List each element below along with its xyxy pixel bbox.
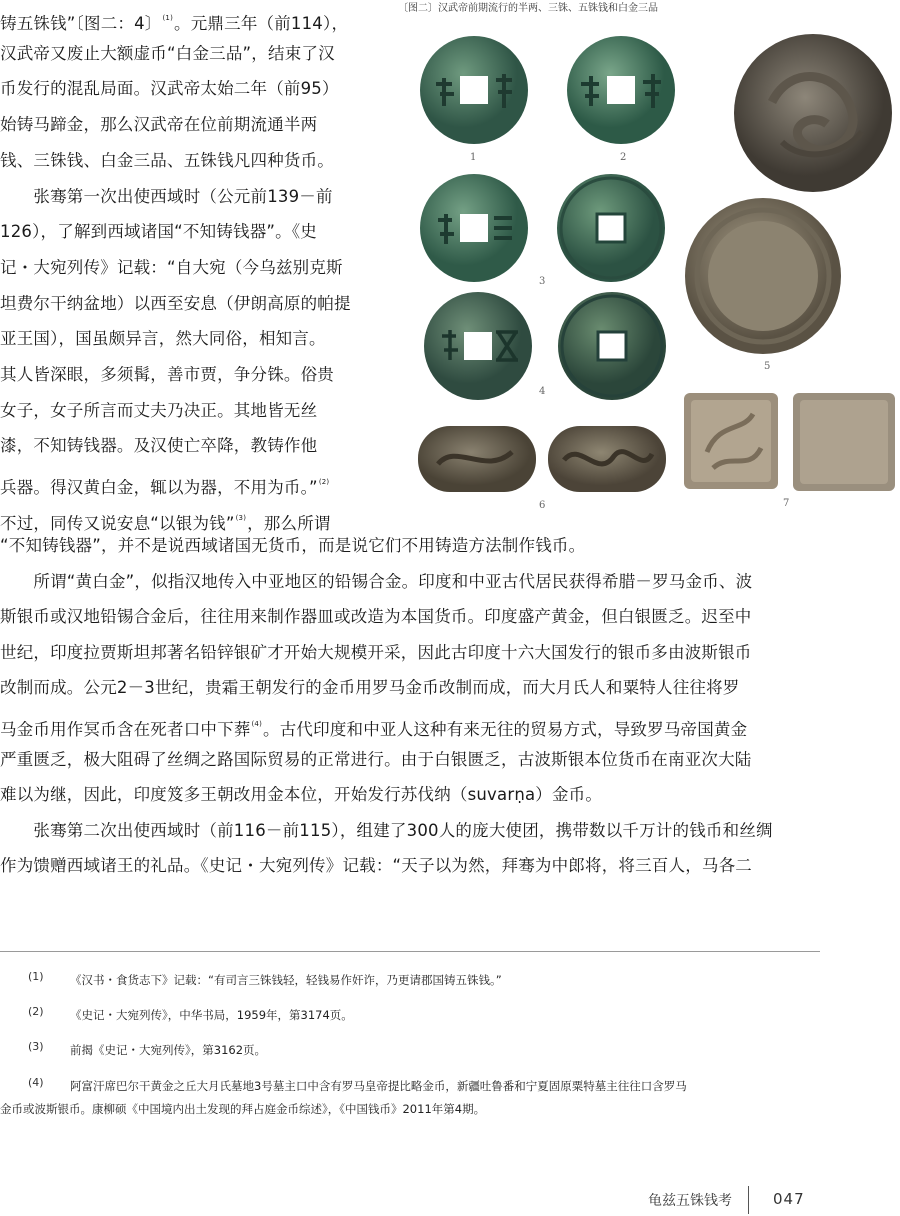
page-number: 047 — [773, 1190, 805, 1208]
coin-7-square-b — [792, 392, 896, 492]
text-segment: 兵器。得汉黄白金，辄以为器，不用为币。” — [0, 478, 318, 498]
text-line — [0, 605, 752, 629]
text-segment: 张骞第一次出使西域时（公元前139－前 — [0, 186, 333, 206]
text-line — [0, 534, 585, 558]
text-line — [0, 399, 317, 423]
figure-number-6: 6 — [539, 500, 546, 511]
footnote-ref[interactable]: (1) — [162, 14, 174, 22]
footnote-ref[interactable]: (2) — [318, 478, 330, 487]
text-line — [0, 42, 335, 66]
figure-caption: 〔图二〕汉武帝前期流行的半两、三铢、五铢钱和白金三品 — [398, 3, 658, 14]
coin-6-oval-b — [546, 424, 668, 494]
text-segment: 斯银币或汉地铅锡合金后，往往用来制作器皿或改造为本国货币。印度盛产黄金，但白银匮乏。迟至中 — [0, 607, 752, 627]
text-line — [0, 185, 333, 209]
text-line — [0, 783, 602, 807]
coin-4-wuzhu-reverse — [556, 290, 668, 402]
coin-3-sanzhu — [418, 172, 530, 284]
coin-4-wuzhu — [422, 290, 534, 402]
coin-2-banliang — [565, 34, 677, 146]
coin-5-baijin-dragon — [732, 32, 894, 194]
text-line — [0, 470, 330, 500]
text-line — [0, 434, 317, 458]
footer-divider — [748, 1186, 749, 1214]
footnote-ref[interactable]: (4) — [251, 720, 263, 728]
coin-7-square-a — [683, 392, 779, 490]
text-segment: 不过，同传又说安息“以银为钱” — [0, 513, 235, 533]
text-line — [0, 506, 331, 536]
text-segment: 汉武帝又废止大额虚币“白金三品”，结束了汉 — [0, 43, 335, 63]
text-line — [0, 854, 752, 878]
text-segment: 作为馈赠西域诸王的礼品。《史记・大宛列传》记载：“天子以为然，拜骞为中郎将，将三百人，马各二 — [0, 856, 752, 876]
text-segment: 马金币用作冥币含在死者口中下葬 — [0, 720, 251, 739]
running-footer-title: 龟兹五铢钱考 — [648, 1193, 732, 1209]
text-segment: “不知铸钱器”，并不是说西域诸国无货币，而是说它们不用铸造方法制作钱币。 — [0, 536, 586, 555]
text-segment: 亚王国），国虽颇异言，然大同俗，相知言。 — [0, 329, 326, 349]
figure-number-5: 5 — [764, 361, 771, 372]
text-line — [0, 363, 334, 387]
coin-3-sanzhu-reverse — [555, 172, 667, 284]
text-segment: 改制而成。公元2－3世纪，贵霜王朝发行的金币用罗马金币改制而成，而大月氏人和粟特人往往将罗 — [0, 678, 740, 698]
text-segment: 严重匮乏，极大阻碍了丝绸之路国际贸易的正常进行。由于白银匮乏，古波斯银本位货币在南亚次大陆 — [0, 749, 752, 769]
text-line — [0, 256, 343, 280]
figure-number-7: 7 — [783, 498, 790, 509]
text-line — [0, 149, 334, 173]
text-line — [0, 327, 326, 351]
text-segment: 张骞第二次出使西域时（前116－前115），组建了300人的庞大使团，携带数以千万计的钱币和丝绸 — [0, 820, 773, 840]
coin-5-baijin-plain — [683, 196, 843, 356]
text-line — [0, 676, 740, 700]
text-segment: 世纪，印度拉贾斯坦邦著名铅锌银矿才开始大规模开采，因此古印度十六大国发行的银币多由波斯银币 — [0, 642, 752, 662]
text-segment: 难以为继，因此，印度笈多王朝改用金本位，开始发行苏伐纳（suvarṇa）金币。 — [0, 785, 603, 805]
figure-number-1: 1 — [470, 152, 477, 163]
text-segment: ，那么所谓 — [247, 513, 331, 533]
text-segment: 126），了解到西域诸国“不知铸钱器”。《史 — [0, 222, 317, 242]
text-line — [0, 712, 747, 742]
text-line — [0, 641, 752, 665]
text-segment: 漆，不知铸钱器。及汉使亡卒降，教铸作他 — [0, 436, 318, 456]
footnote-text: 前揭《史记・大宛列传》，第3162页。 — [70, 1043, 267, 1057]
text-line — [0, 113, 317, 137]
footnote-mark: (3) — [28, 1040, 44, 1053]
figure-number-2: 2 — [620, 152, 627, 163]
text-line — [0, 6, 348, 36]
footnote-ref[interactable]: (3) — [235, 513, 247, 522]
text-line — [0, 570, 752, 594]
text-segment: 其人皆深眼，多须髯，善市贾，争分铢。俗贵 — [0, 365, 334, 384]
text-segment: 坦费尔干纳盆地）以西至安息（伊朗高原的帕提 — [0, 293, 351, 313]
text-line — [0, 77, 339, 101]
text-segment: 记・大宛列传》记载：“自大宛（今乌兹别克斯 — [0, 257, 343, 277]
text-segment: 所谓“黄白金”，似指汉地传入中亚地区的铅锡合金。印度和中亚古代居民获得希腊－罗马金币、波 — [0, 571, 753, 591]
footnote-divider — [0, 951, 820, 952]
text-segment: 。古代印度和中亚人这种有来无往的贸易方式，导致罗马帝国黄金 — [263, 720, 748, 739]
text-line — [0, 748, 752, 772]
text-segment: 钱、三铢钱、白金三品、五铢钱凡四种货币。 — [0, 150, 334, 170]
coin-6-oval-a — [416, 424, 538, 494]
coin-1-banliang — [418, 34, 530, 146]
figure-number-3: 3 — [539, 276, 546, 287]
text-segment: 女子，女子所言而丈夫乃决正。其地皆无丝 — [0, 400, 318, 420]
text-line — [0, 292, 351, 316]
footnote-mark: (4) — [28, 1076, 44, 1089]
text-line — [0, 819, 773, 843]
text-segment: 铸五铢钱”〔图二：4〕 — [0, 14, 162, 33]
figure-number-4: 4 — [539, 386, 546, 397]
footnote-text: 《史记・大宛列传》，中华书局，1959年，第3174页。 — [70, 1008, 353, 1022]
text-segment: 。元鼎三年（前114）， — [174, 14, 349, 33]
text-segment: 始铸马蹄金，那么汉武帝在位前期流通半两 — [0, 115, 318, 135]
text-line — [0, 220, 317, 244]
footnote-mark: (1) — [28, 970, 44, 983]
footnote-text: 阿富汗席巴尔干黄金之丘大月氏墓地3号墓主口中含有罗马皇帝提比略金币，新疆吐鲁番和宁夏固原粟特墓主往往口含罗马 — [70, 1079, 687, 1093]
text-segment: 币发行的混乱局面。汉武帝太始二年（前95） — [0, 79, 339, 99]
footnote-mark: (2) — [28, 1005, 44, 1018]
footnote-text: 金币或波斯银币。康柳硕《中国境内出土发现的拜占庭金币综述》，《中国钱币》2011年第4期。 — [0, 1102, 486, 1116]
footnote-text: 《汉书・食货志下》记载：“有司言三铢钱轻，轻钱易作奸诈，乃更请郡国铸五铢钱。” — [70, 973, 502, 987]
